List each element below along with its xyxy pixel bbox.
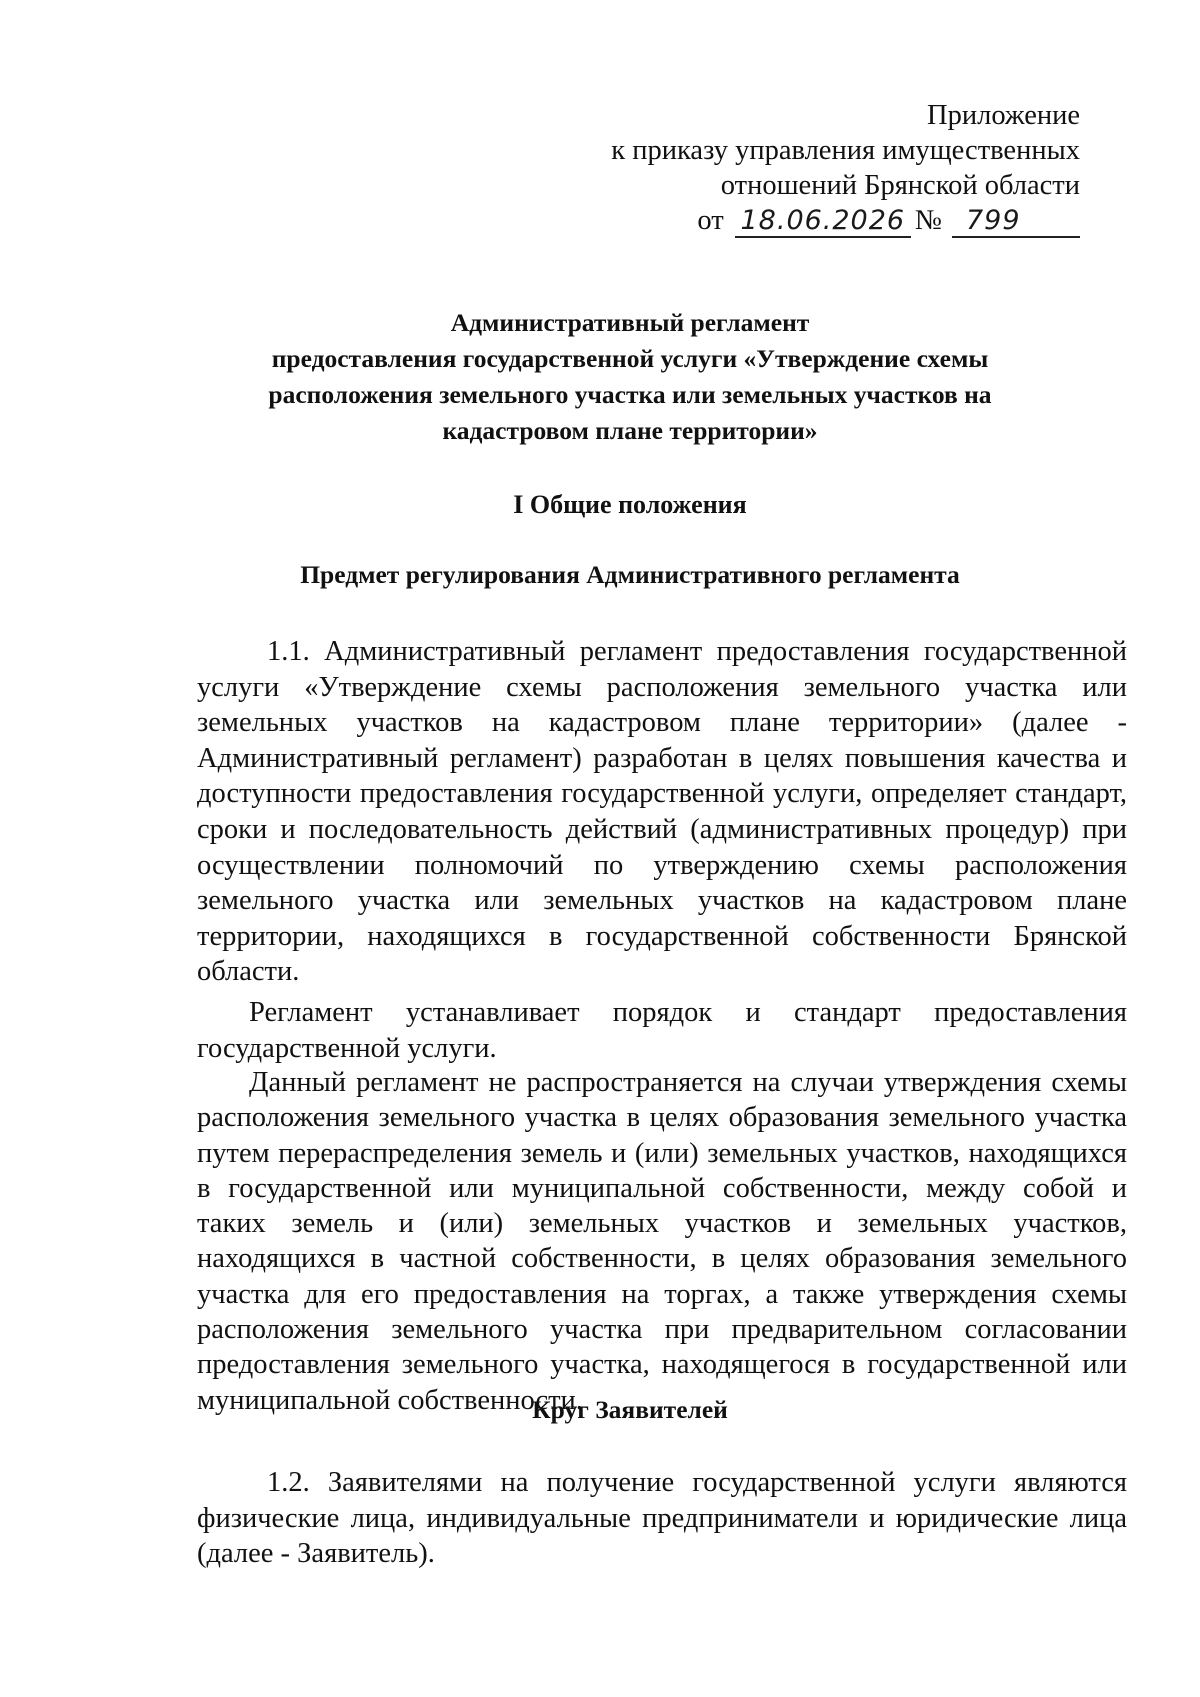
subsection-heading-subject: Предмет регулирования Административного регламента <box>300 560 960 589</box>
appendix-order-line: к приказу управления имущественных <box>611 135 1080 166</box>
appendix-department-line: отношений Брянской области <box>720 170 1080 201</box>
order-number-handwritten: 799 <box>952 206 1080 238</box>
section-heading-general: I Общие положения <box>513 490 747 519</box>
appendix-label: Приложение <box>927 100 1080 131</box>
date-prefix: от <box>697 205 724 236</box>
title-line-3: расположения земельного участка или земельных участков на <box>268 380 992 409</box>
document-title <box>230 305 1030 449</box>
paragraph-1-2: 1.2. Заявителями на получение государственной услуги являются физические лица, индивидуальные предприниматели и юридические лица (далее - Заявитель). <box>197 1467 1127 1570</box>
paragraph-1-1: 1.1. Административный регламент предоставления государственной услуги «Утверждение схемы расположения земельного участка или земельных участков на кадастровом плане территории» (далее - Административный регламент) разработан в целях повышения качества и доступности предоставления государственной услуги, определяет стандарт, сроки и последовательность действий (административных процедур) при осуществлении полномочий по утверждению схемы расположения земельного участка или земельных участков на кадастровом плане территории, находящихся в государственной собственности Брянской области. <box>197 636 1127 988</box>
title-line-2: предоставления государственной услуги «Утверждение схемы <box>271 344 989 373</box>
subsection-heading-applicants: Круг Заявителей <box>532 1395 728 1424</box>
order-date-number-line <box>611 203 1080 238</box>
title-line-1: Административный регламент <box>450 308 810 337</box>
number-sign: № <box>914 205 942 236</box>
order-date-handwritten: 18.06.2026 <box>735 206 911 238</box>
paragraph-regulation-scope: Регламент устанавливает порядок и стандарт предоставления государственной услуги. <box>197 997 1127 1064</box>
title-line-4: кадастровом плане территории» <box>442 416 818 445</box>
appendix-header <box>611 98 1080 238</box>
paragraph-exclusions: Данный регламент не распространяется на случаи утверждения схемы расположения земельного участка в целях образования земельного участка путем перераспределения земель и (или) земельных участков, находящихся в государственной или муниципальной собственности, между собой и таких земель и (или) земельных участков и земельных участков, находящихся в частной собственности, в целях образования земельного участка для его предоставления на торгах, а также утверждения схемы расположения земельного участка при предварительном согласовании предоставления земельного участка, находящегося в государственной или муниципальной собственности. <box>197 1067 1127 1416</box>
